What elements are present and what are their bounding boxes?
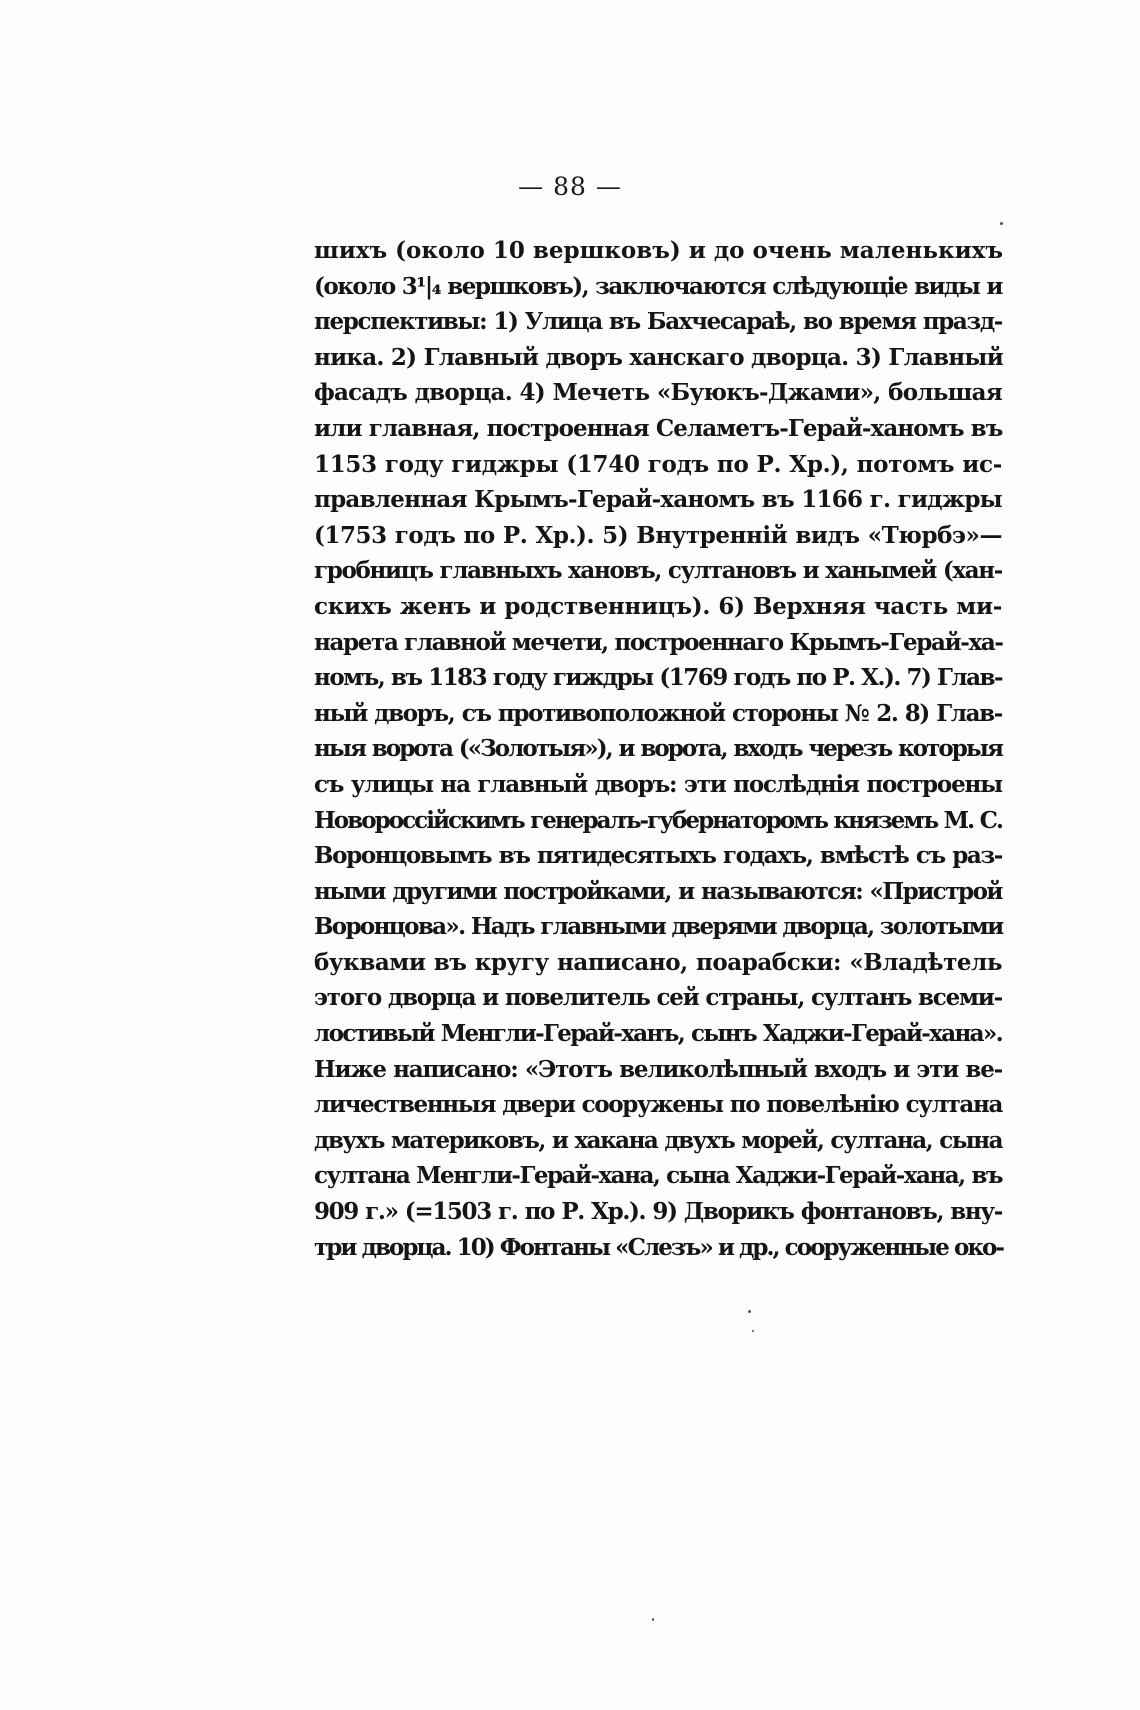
scan-speck [652,1618,654,1621]
text-line: ными другими постройками, и называются: «Пристрой [314,877,1002,905]
text-line: шихъ (около 10 вершковъ) и до очень маленькихъ [314,237,1003,264]
scan-speck [1000,222,1003,225]
text-line: Воронцовымъ въ пятидесятыхъ годахъ, вмѣстѣ съ раз- [314,842,1002,870]
text-line: буквами въ кругу написано, поарабски: «Владѣтель [314,948,1002,976]
text-line: султана Менгли-Герай-хана, сына Хаджи-Герай-хана, въ [314,1162,1002,1190]
text-line: нарета главной мечети, построеннаго Крымъ-Герай-ха- [314,628,1003,656]
text-line: этого дворца и повелитель сей страны, султанъ всеми- [314,984,1002,1012]
text-line: (около 3¹|₄ вершковъ), заключаются слѣдующіе виды и [314,272,1002,300]
text-line: съ улицы на главный дворъ: эти послѣднія построены [314,770,1002,798]
text-line: Воронцова». Надъ главными дверями дворца, золотыми [314,913,1003,941]
scan-speck [748,1310,751,1313]
text-line: 1153 году гиджры (1740 годъ по Р. Хр.), потомъ ис- [314,450,1002,478]
text-line: 909 г.» (=1503 г. по Р. Хр.). 9) Дворикъ фонтановъ, вну- [314,1198,1002,1226]
text-line: (1753 годъ по Р. Хр.). 5) Внутренній видъ «Тюрбэ»— [314,521,1002,549]
text-line: скихъ женъ и родственницъ). 6) Верхняя часть ми- [314,592,1002,620]
text-line: Новороссійскимъ генералъ-губернаторомъ княземъ М. С. [314,806,1002,834]
text-line: гробницъ главныхъ хановъ, султановъ и ханымей (хан- [314,557,1002,585]
text-line: перспективы: 1) Улица въ Бахчесараѣ, во время празд- [314,308,1002,336]
text-line: или главная, построенная Селаметъ-Герай-ханомъ въ [314,414,1003,442]
text-line: ника. 2) Главный дворъ ханскаго дворца. 3) Главный [314,343,1004,371]
text-line: лостивый Менгли-Герай-ханъ, сынъ Хаджи-Герай-хана». [314,1020,1002,1048]
text-line: правленная Крымъ-Герай-ханомъ въ 1166 г. гиджры [314,486,1002,514]
text-line: ныя ворота («Золотыя»), и ворота, входъ черезъ которыя [314,735,1002,763]
page-number: — 88 — [518,172,622,201]
text-line: Ниже написано: «Этотъ великолѣпный входъ и эти ве- [314,1055,1002,1083]
text-line: номъ, въ 1183 году гиждры (1769 годъ по Р. Х.). 7) Глав- [314,664,1002,692]
text-line: личественныя двери сооружены по повелѣнію султана [314,1091,1002,1119]
text-line: двухъ материковъ, и хакана двухъ морей, султана, сына [314,1126,1002,1154]
scan-speck [752,1330,754,1332]
text-line: ный дворъ, съ противоположной стороны № 2. 8) Глав- [314,699,1002,727]
text-line: три дворца. 10) Фонтаны «Слезъ» и др., сооруженные око- [314,1233,1004,1261]
body-text [314,233,1002,1265]
text-line: фасадъ дворца. 4) Мечеть «Буюкъ-Джами», большая [314,379,1002,407]
